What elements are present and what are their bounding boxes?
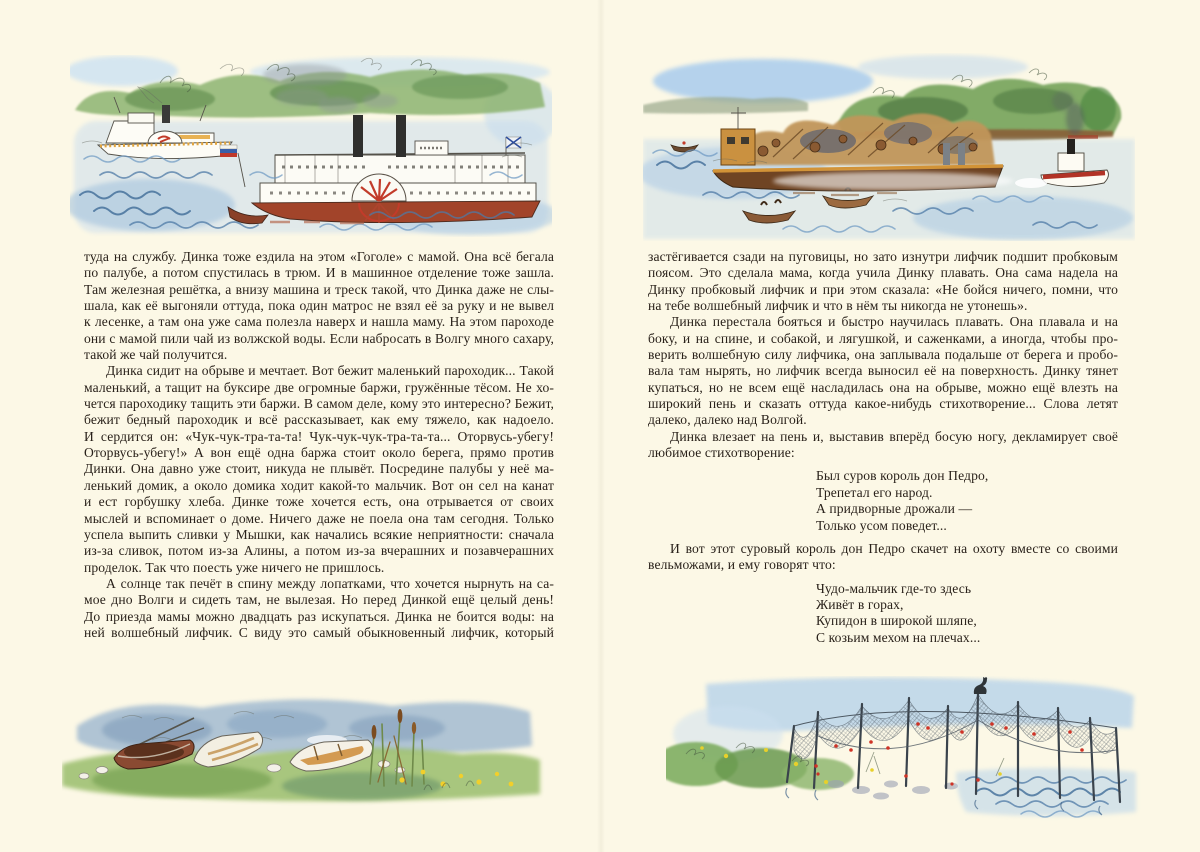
text-line: маленький, а тащит на буксире две огромные баржи, гружённые тёсом. Не хо- xyxy=(84,379,554,395)
text-line: мое дно Волги и сидеть там, не вылезая. Но перед Динкой ещё целый день! xyxy=(84,592,554,608)
text-line: Динка перестала бояться и быстро научилась плавать. Она плавала и на xyxy=(670,314,1118,330)
text-line: Только усом поведет... xyxy=(816,517,947,533)
illustration-fishing-nets-icon xyxy=(666,676,1142,824)
text-line: А придворные дрожали — xyxy=(816,501,973,517)
text-line: ней волшебный лифчик. С виду это самый обыкновенный лифчик, который xyxy=(84,624,554,640)
paragraph xyxy=(648,314,1118,428)
text-line: такой же чай получится. xyxy=(84,347,228,363)
tricolor-flag-icon xyxy=(220,145,237,157)
text-line: застёгивается сзади на пуговицы, но зато изнутри лифчик подшит пробковым xyxy=(648,249,1118,264)
text-line: Оторвусь-убегу!» А вон ещё одна баржа стоит около берега, прямо против xyxy=(84,445,554,461)
text-line: И вот этот суровый король дон Педро скачет на охоту вместе со своими xyxy=(670,540,1118,556)
text-line: Динку пробковый лифчик и при этом сказала: «Не бойся ничего, помни, что xyxy=(648,281,1118,297)
text-line: они с мамой пили чай из волжской воды. Если набросать в Волгу много сахару, xyxy=(84,330,554,346)
text-line: проделок. Так что поесть уже ничего не пришлось. xyxy=(84,559,385,575)
text-line: любимое стихотворение: xyxy=(648,445,795,461)
text-line: И сердится он: «Чук-чук-тра-та-та! Чук-чук-чук-тра-та-та... Оторвусь-убегу! xyxy=(84,428,554,444)
text-line: боку, и на спине, и собакой, и лягушкой, и саженками, а иногда, чтобы про- xyxy=(648,330,1118,346)
text-line: Живёт в горах, xyxy=(816,596,904,612)
text-line: по палубе, а потом спустилась в трюм. И в машинное отделение тоже зашла. xyxy=(84,265,554,281)
text-line: к лесенке, а там она уже сама полезла наверх и нашла маму. На этом пароходе xyxy=(84,314,554,330)
left-page-text xyxy=(84,249,554,641)
page-gutter xyxy=(597,0,605,852)
text-line: Там железная решётка, а внизу машина и треск такой, что Динка даже не слы- xyxy=(84,281,554,297)
text-line: А солнце так печёт в спину между лопатками, что хочется нырнуть на са- xyxy=(106,575,554,591)
illustration-steamboats-icon xyxy=(70,55,552,237)
text-line: Динка сидит на обрыве и мечтает. Вот бежит маленький пароходик... Такой xyxy=(106,363,554,379)
text-line: чется пароходику тащить эти баржи. В самом деле, кому это интересно? Бежит, xyxy=(84,396,554,412)
text-line: вельможами, и ему говорят что: xyxy=(648,557,836,573)
text-line: из-за сливок, потом из-за Алины, а потом из-за вчерашних и позавчерашних xyxy=(84,543,554,559)
text-line: купаться, но не всем ещё насладилась она на обрыве, можно ещё влезть на xyxy=(648,379,1118,395)
illustration-shore-boats-icon xyxy=(62,684,545,826)
verse-block xyxy=(648,581,1118,646)
paragraph xyxy=(648,541,1118,574)
text-line: Купидон в широкой шляпе, xyxy=(816,613,977,629)
text-line: на тебе волшебный лифчик и что в нём ты никогда не утонешь». xyxy=(648,298,1028,314)
verse-block xyxy=(648,468,1118,533)
text-line: туда на службу. Динка тоже ездила на этом «Гоголе» с мамой. Она всё бегала xyxy=(84,249,554,264)
text-line: мыслей и вспоминает о доме. Ничего даже не поела она там сегодня. Только xyxy=(84,510,554,526)
paragraph xyxy=(84,249,554,363)
right-page-text xyxy=(648,249,1118,653)
text-line: поясом. Это сделала мама, когда учила Динку плавать. Она сама надела на xyxy=(648,265,1118,281)
text-line: шала, как её выгоняли оттуда, пока один матрос не взял её за руку и не вывел xyxy=(84,298,554,314)
text-line: и ест горбушку хлеба. Динке тоже хочется есть, она отрывается от своих xyxy=(84,494,554,510)
text-line: С козьим мехом на плечах... xyxy=(816,629,981,645)
text-line: До приезда мамы можно двадцать раз искупаться. Динка не боится воды: на xyxy=(84,608,554,624)
text-line: Был суров король дон Педро, xyxy=(816,468,989,484)
text-line: ленький домик, а около домика ходит какой-то мальчик. Вот он сел на канат xyxy=(84,477,554,493)
text-line: успела выпить сливки у Мышки, как начались всякие неприятности: сначала xyxy=(84,526,554,542)
text-line: Динка влезает на пень и, выставив вперёд босую ногу, декламирует своё xyxy=(670,428,1118,444)
paragraph xyxy=(84,576,554,641)
text-line: Трепетал его народ. xyxy=(816,484,933,500)
text-line: бежит бедный пароходик и всё рассказывает, как ему тяжело, как надоело. xyxy=(84,412,554,428)
text-line: Чудо-мальчик где-то здесь xyxy=(816,580,972,596)
text-line: верить волшебную силу лифчика, она заплывала подальше от берега и пробо- xyxy=(648,347,1118,363)
saltire-flag-icon xyxy=(506,137,521,148)
paragraph xyxy=(84,363,554,575)
text-line: широкий пень и сказать оттуда какое-нибудь стихотворение... Слова летят xyxy=(648,396,1118,412)
text-line: далеко, далеко над Волгой. xyxy=(648,412,807,428)
text-line: Динки. Она давно уже стоит, никуда не плывёт. Посредине палубы у неё ма- xyxy=(84,461,554,477)
illustration-timber-barge-icon xyxy=(643,53,1135,241)
paragraph xyxy=(648,249,1118,314)
text-line: вала там нырять, но лифчик всегда выносил её на поверхность. Динку тянет xyxy=(648,363,1118,379)
paragraph xyxy=(648,429,1118,462)
